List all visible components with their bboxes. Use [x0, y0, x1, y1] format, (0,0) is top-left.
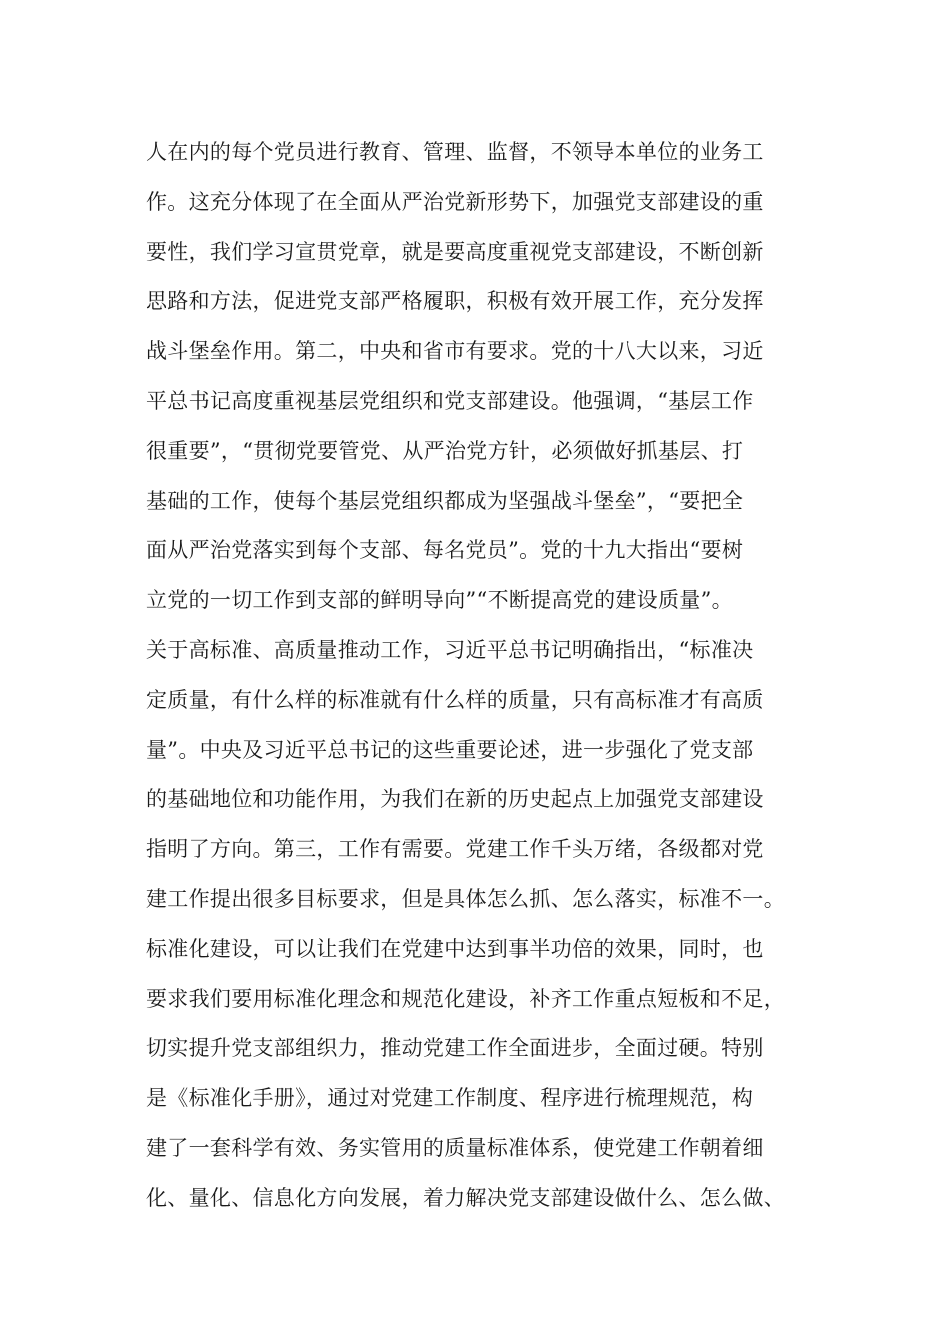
text-line: 立党的一切工作到支部的鲜明导向”“不断提高党的建设质量”。 [146, 588, 733, 613]
text-line: 是《标准化手册》，通过对党建工作制度、程序进行梳理规范，构 [146, 1086, 754, 1111]
text-line: 指明了方向。第三，工作有需要。党建工作千头万绪，各级都对党 [146, 837, 764, 862]
text-line: 标准化建设，可以让我们在党建中达到事半功倍的效果，同时，也 [146, 936, 764, 961]
text-line: 的基础地位和功能作用，为我们在新的历史起点上加强党支部建设 [146, 787, 764, 812]
text-line: 很重要”，“贯彻党要管党、从严治党方针，必须做好抓基层、打 [146, 438, 744, 463]
body-text [146, 128, 826, 1224]
text-line: 战斗堡垒作用。第二，中央和省市有要求。党的十八大以来，习近 [146, 339, 764, 364]
text-line: 平总书记高度重视基层党组织和党支部建设。他强调，“基层工作 [146, 388, 754, 413]
text-line: 面从严治党落实到每个支部、每名党员”。党的十九大指出“要树 [146, 538, 744, 563]
text-line: 作。这充分体现了在全面从严治党新形势下，加强党支部建设的重 [146, 189, 764, 214]
text-line: 建工作提出很多目标要求，但是具体怎么抓、怎么落实，标准不一。 [146, 886, 785, 911]
text-line: 建了一套科学有效、务实管用的质量标准体系，使党建工作朝着细 [146, 1135, 764, 1160]
text-line: 化、量化、信息化方向发展，着力解决党支部建设做什么、怎么做、 [146, 1185, 785, 1210]
text-line: 基础的工作，使每个基层党组织都成为坚强战斗堡垒”，“要把全 [146, 488, 744, 513]
text-line: 要性，我们学习宣贯党章，就是要高度重视党支部建设，不断创新 [146, 239, 764, 264]
text-line: 思路和方法，促进党支部严格履职，积极有效开展工作，充分发挥 [146, 289, 764, 314]
text-line: 切实提升党支部组织力，推动党建工作全面进步，全面过硬。特别 [146, 1036, 764, 1061]
text-line: 量”。中央及习近平总书记的这些重要论述，进一步强化了党支部 [146, 737, 754, 762]
text-line: 定质量，有什么样的标准就有什么样的质量，只有高标准才有高质 [146, 687, 764, 712]
text-line: 关于高标准、高质量推动工作，习近平总书记明确指出，“标准决 [146, 637, 754, 662]
text-line: 人在内的每个党员进行教育、管理、监督，不领导本单位的业务工 [146, 140, 764, 164]
text-line: 要求我们要用标准化理念和规范化建设，补齐工作重点短板和不足， [146, 986, 785, 1011]
